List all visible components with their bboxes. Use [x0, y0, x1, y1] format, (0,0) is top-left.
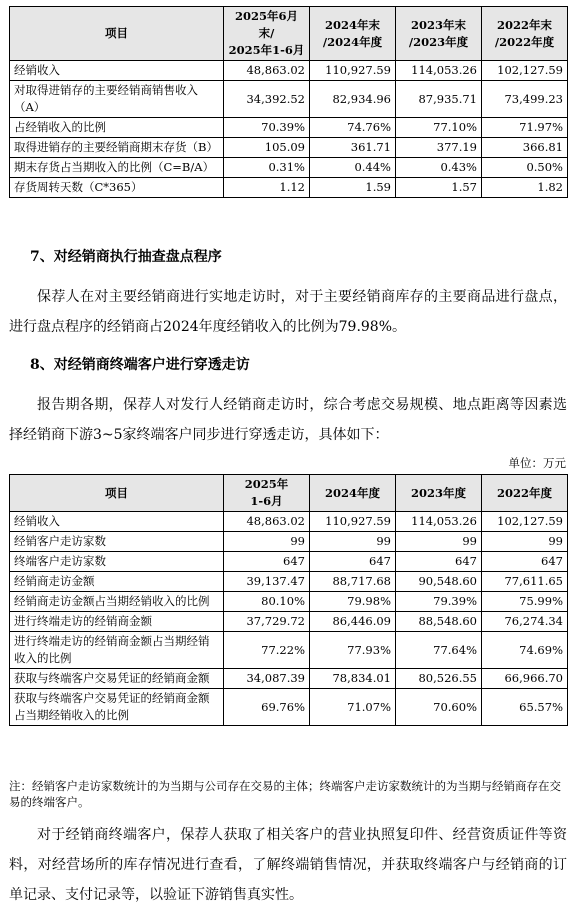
- row-value: 1.12: [224, 178, 310, 198]
- row-value: 37,729.72: [224, 612, 310, 632]
- table-row: [10, 669, 568, 689]
- row-value: 647: [396, 552, 482, 572]
- table-row: [10, 178, 568, 198]
- row-value: 99: [310, 532, 396, 552]
- row-value: 71.97%: [482, 118, 568, 138]
- row-value: 82,934.96: [310, 81, 396, 118]
- row-label: 终端客户走访家数: [10, 552, 224, 572]
- row-value: 99: [482, 532, 568, 552]
- row-value: 66,966.70: [482, 669, 568, 689]
- row-value: 65.57%: [482, 689, 568, 726]
- table-row: [10, 532, 568, 552]
- closing-paragraph: 对于经销商终端客户，保荐人获取了相关客户的营业执照复印件、经营资质证件等资料，对经营场所的库存情况进行查看，了解终端销售情况，并获取终端客户与经销商的订单记录、支付记录等，以验证下游销售真实性。: [9, 827, 567, 903]
- row-value: 99: [396, 532, 482, 552]
- terminal-visit-table: [9, 474, 568, 726]
- row-value: 647: [482, 552, 568, 572]
- row-label: 对取得进销存的主要经销商销售收入（A）: [10, 81, 224, 118]
- table-row: [10, 572, 568, 592]
- row-value: 88,717.68: [310, 572, 396, 592]
- table-row: [10, 612, 568, 632]
- row-value: 77,611.65: [482, 572, 568, 592]
- header-2025h1: 2025年6月末/ 2025年1-6月: [224, 7, 310, 61]
- row-value: 377.19: [396, 138, 482, 158]
- row-label: 经销客户走访家数: [10, 532, 224, 552]
- table-row: [10, 512, 568, 532]
- row-value: 0.43%: [396, 158, 482, 178]
- row-value: 80,526.55: [396, 669, 482, 689]
- table-row: [10, 632, 568, 669]
- row-value: 77.93%: [310, 632, 396, 669]
- row-value: 78,834.01: [310, 669, 396, 689]
- row-value: 102,127.59: [482, 512, 568, 532]
- row-value: 75.99%: [482, 592, 568, 612]
- row-value: 0.50%: [482, 158, 568, 178]
- row-value: 647: [310, 552, 396, 572]
- row-value: 80.10%: [224, 592, 310, 612]
- row-value: 74.69%: [482, 632, 568, 669]
- row-label: 进行终端走访的经销商金额占当期经销收入的比例: [10, 632, 224, 669]
- row-label: 期末存货占当期收入的比例（C=B/A）: [10, 158, 224, 178]
- table-note: 注：经销客户走访家数统计的为当期与公司存在交易的主体；终端客户走访家数统计的为当期与经销商存在交易的终端客户。: [9, 779, 561, 809]
- row-label: 进行终端走访的经销商金额: [10, 612, 224, 632]
- row-value: 0.44%: [310, 158, 396, 178]
- row-value: 34,392.52: [224, 81, 310, 118]
- row-value: 114,053.26: [396, 61, 482, 81]
- row-value: 77.10%: [396, 118, 482, 138]
- row-value: 99: [224, 532, 310, 552]
- row-value: 70.39%: [224, 118, 310, 138]
- row-value: 39,137.47: [224, 572, 310, 592]
- row-value: 87,935.71: [396, 81, 482, 118]
- row-value: 1.82: [482, 178, 568, 198]
- row-value: 361.71: [310, 138, 396, 158]
- row-value: 79.98%: [310, 592, 396, 612]
- row-value: 1.59: [310, 178, 396, 198]
- table-row: [10, 118, 568, 138]
- row-value: 77.64%: [396, 632, 482, 669]
- row-label: 获取与终端客户交易凭证的经销商金额: [10, 669, 224, 689]
- table-row: [10, 689, 568, 726]
- header-2022: 2022年度: [482, 475, 568, 512]
- header-2024: 2024年度: [310, 475, 396, 512]
- header-2023: 2023年度: [396, 475, 482, 512]
- row-value: 102,127.59: [482, 61, 568, 81]
- row-value: 71.07%: [310, 689, 396, 726]
- row-value: 110,927.59: [310, 61, 396, 81]
- row-value: 105.09: [224, 138, 310, 158]
- row-value: 366.81: [482, 138, 568, 158]
- row-label: 获取与终端客户交易凭证的经销商金额占当期经销收入的比例: [10, 689, 224, 726]
- row-value: 88,548.60: [396, 612, 482, 632]
- header-item: 项目: [10, 475, 224, 512]
- row-value: 90,548.60: [396, 572, 482, 592]
- row-label: 经销收入: [10, 512, 224, 532]
- table-row: [10, 592, 568, 612]
- table-header-row: [10, 475, 568, 512]
- header-item: 项目: [10, 7, 224, 61]
- distributor-inventory-table: [9, 6, 568, 198]
- row-label: 经销商走访金额占当期经销收入的比例: [10, 592, 224, 612]
- row-value: 69.76%: [224, 689, 310, 726]
- header-2023: 2023年末 /2023年度: [396, 7, 482, 61]
- row-label: 占经销收入的比例: [10, 118, 224, 138]
- row-value: 110,927.59: [310, 512, 396, 532]
- table-row: [10, 61, 568, 81]
- table-row: [10, 158, 568, 178]
- row-value: 79.39%: [396, 592, 482, 612]
- row-value: 74.76%: [310, 118, 396, 138]
- table-row: [10, 138, 568, 158]
- row-value: 48,863.02: [224, 61, 310, 81]
- unit-label: 单位：万元: [508, 456, 566, 470]
- row-value: 34,087.39: [224, 669, 310, 689]
- row-value: 0.31%: [224, 158, 310, 178]
- row-label: 经销商走访金额: [10, 572, 224, 592]
- row-value: 73,499.23: [482, 81, 568, 118]
- row-value: 114,053.26: [396, 512, 482, 532]
- row-value: 48,863.02: [224, 512, 310, 532]
- row-label: 存货周转天数（C*365）: [10, 178, 224, 198]
- header-2024: 2024年末 /2024年度: [310, 7, 396, 61]
- header-2022: 2022年末 /2022年度: [482, 7, 568, 61]
- table-row: [10, 552, 568, 572]
- section-7-paragraph: 保荐人在对主要经销商进行实地走访时，对于主要经销商库存的主要商品进行盘点，进行盘点程序的经销商占2024年度经销收入的比例为79.98%。: [9, 289, 567, 335]
- table-header-row: [10, 7, 568, 61]
- section-8-paragraph: 报告期各期，保荐人对发行人经销商走访时，综合考虑交易规模、地点距离等因素选择经销商下游3~5家终端客户同步进行穿透走访，具体如下：: [9, 397, 567, 443]
- row-value: 1.57: [396, 178, 482, 198]
- header-2025h1: 2025年 1-6月: [224, 475, 310, 512]
- section-7-heading: 7、对经销商执行抽查盘点程序: [30, 249, 222, 265]
- row-value: 77.22%: [224, 632, 310, 669]
- table-row: [10, 81, 568, 118]
- row-value: 86,446.09: [310, 612, 396, 632]
- row-value: 647: [224, 552, 310, 572]
- section-8-heading: 8、对经销商终端客户进行穿透走访: [30, 357, 250, 373]
- row-value: 76,274.34: [482, 612, 568, 632]
- row-label: 取得进销存的主要经销商期末存货（B）: [10, 138, 224, 158]
- row-value: 70.60%: [396, 689, 482, 726]
- row-label: 经销收入: [10, 61, 224, 81]
